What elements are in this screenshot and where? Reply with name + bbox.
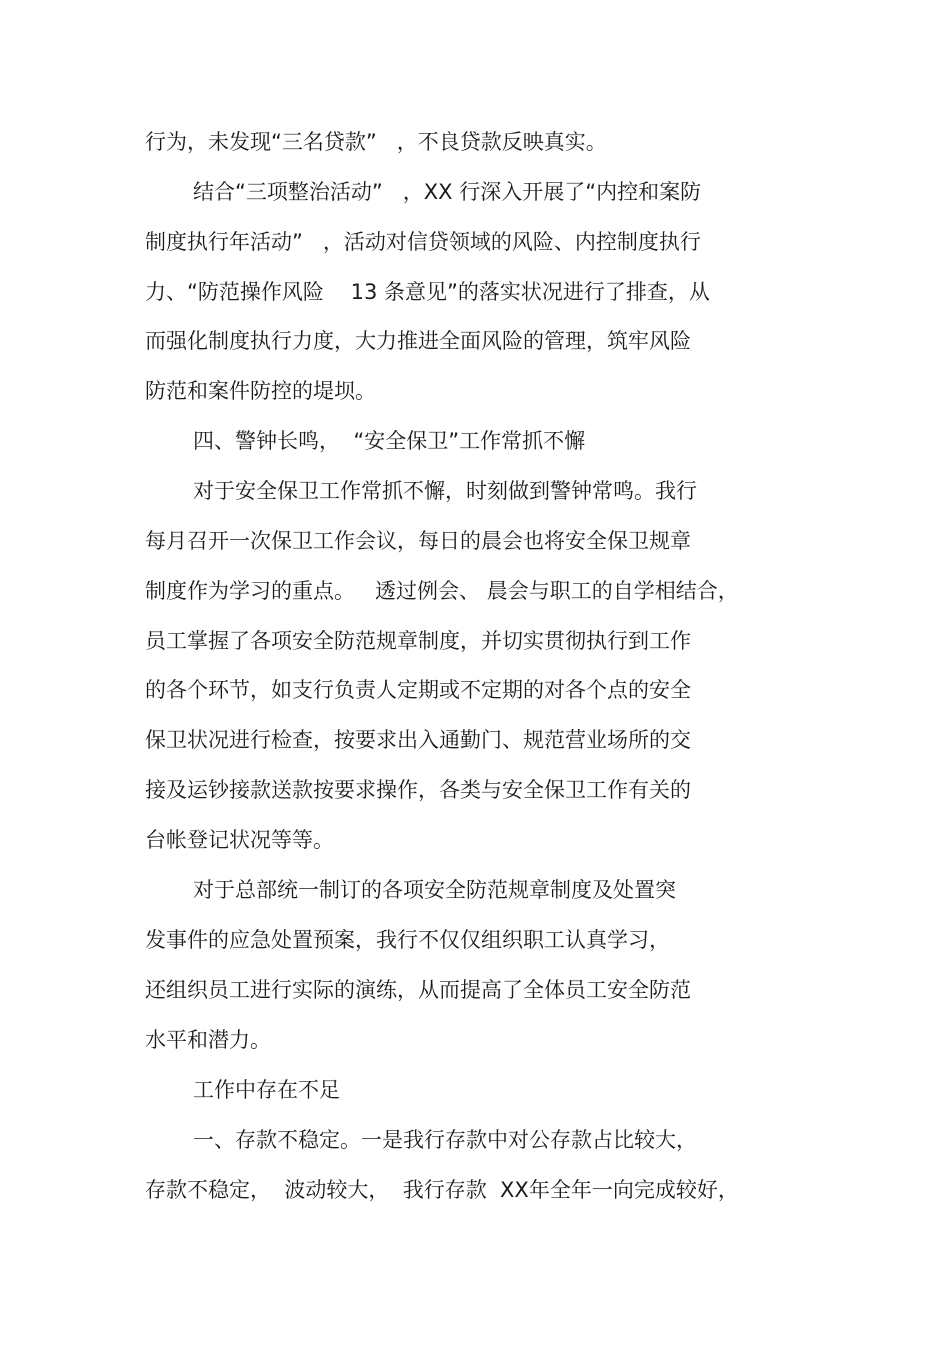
text-line: 制度作为学习的重点。 透过例会、 晨会与职工的自学相结合， bbox=[145, 579, 739, 603]
section-heading: 四、警钟长鸣， “安全保卫”工作常抓不懈 bbox=[193, 429, 586, 453]
text-line: 保卫状况进行检查，按要求出入通勤门、规范营业场所的交 bbox=[145, 728, 691, 752]
text-line: 存款不稳定， 波动较大， 我行存款 XX年全年一向完成较好， bbox=[145, 1178, 739, 1202]
text-line: 台帐登记状况等等。 bbox=[145, 828, 334, 852]
section-heading: 工作中存在不足 bbox=[193, 1078, 340, 1102]
text-line: 对于安全保卫工作常抓不懈，时刻做到警钟常鸣。我行 bbox=[193, 479, 697, 503]
text-line: 接及运钞接款送款按要求操作，各类与安全保卫工作有关的 bbox=[145, 778, 691, 802]
text-line: 员工掌握了各项安全防范规章制度，并切实贯彻执行到工作 bbox=[145, 629, 691, 653]
text-line: 对于总部统一制订的各项安全防范规章制度及处置突 bbox=[193, 878, 676, 902]
text-line: 行为，未发现“三名贷款” ，不良贷款反映真实。 bbox=[145, 130, 607, 154]
text-line: 一、存款不稳定。一是我行存款中对公存款占比较大， bbox=[193, 1128, 697, 1152]
text-line: 的各个环节，如支行负责人定期或不定期的对各个点的安全 bbox=[145, 678, 691, 702]
text-line: 发事件的应急处置预案，我行不仅仅组织职工认真学习， bbox=[145, 928, 670, 952]
text-line: 还组织员工进行实际的演练，从而提高了全体员工安全防范 bbox=[145, 978, 691, 1002]
text-line: 每月召开一次保卫工作会议，每日的晨会也将安全保卫规章 bbox=[145, 529, 691, 553]
text-line: 力、“防范操作风险 13 条意见”的落实状况进行了排查，从 bbox=[145, 280, 710, 304]
text-line: 制度执行年活动” ，活动对信贷领域的风险、内控制度执行 bbox=[145, 230, 701, 254]
text-line: 结合“三项整治活动” ，XX 行深入开展了“内控和案防 bbox=[193, 180, 702, 204]
text-line: 防范和案件防控的堤坝。 bbox=[145, 379, 376, 403]
text-line: 而强化制度执行力度，大力推进全面风险的管理，筑牢风险 bbox=[145, 329, 691, 353]
text-line: 水平和潜力。 bbox=[145, 1028, 271, 1052]
